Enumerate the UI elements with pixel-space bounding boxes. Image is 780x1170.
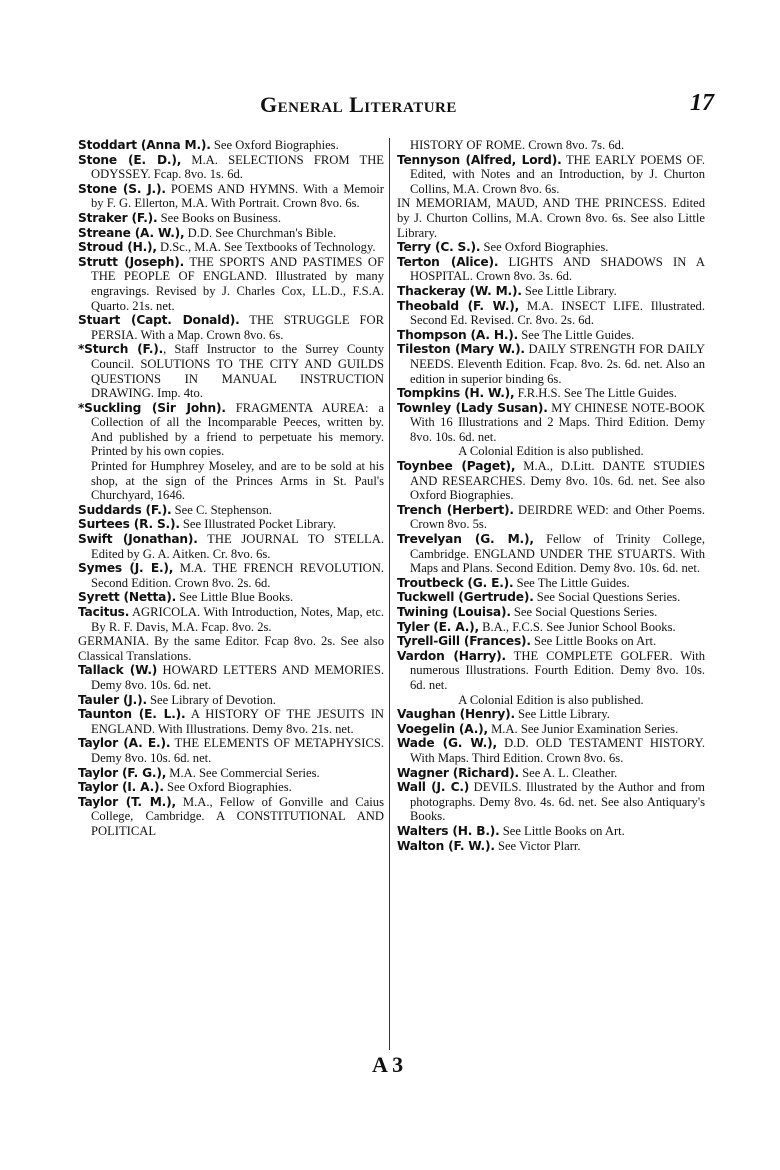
catalogue-entry xyxy=(78,401,384,459)
catalogue-entry xyxy=(397,634,705,649)
entry-text: See The Little Guides. xyxy=(513,575,630,590)
entry-text: M.A., D.Litt. DANTE STUDIES AND RESEARCHES. Demy 8vo. 10s. 6d. net. See also Oxford Biographies. xyxy=(410,459,705,503)
entry-text: See The Little Guides. xyxy=(518,327,635,342)
entry-text: See Social Questions Series. xyxy=(533,590,681,605)
entry-author: Stone (S. J.). xyxy=(78,181,166,196)
catalogue-entry xyxy=(78,255,384,313)
entry-text: , Staff Instructor to the Surrey County Council. SOLUTIONS TO THE CITY AND GUILDS QUESTIONS IN MANUAL INSTRUCTION DRAWING. Imp. 4to. xyxy=(91,342,384,401)
entry-author: Townley (Lady Susan). xyxy=(397,400,548,415)
catalogue-entry xyxy=(397,839,705,854)
entry-text: See Library of Devotion. xyxy=(146,692,276,707)
entry-text: M.A. See Junior Examination Series. xyxy=(487,721,679,736)
catalogue-entry xyxy=(397,401,705,445)
entry-text: B.A., F.C.S. See Junior School Books. xyxy=(478,619,676,634)
entry-author: Vaughan (Henry). xyxy=(397,707,515,722)
catalogue-entry xyxy=(78,517,384,532)
entry-author: Strutt (Joseph). xyxy=(78,254,185,269)
page-header xyxy=(78,92,714,122)
entry-author: Terry (C. S.). xyxy=(397,240,481,255)
entry-author: Taylor (A. E.). xyxy=(78,736,171,751)
catalogue-entry xyxy=(397,299,705,328)
entry-text: See A. L. Cleather. xyxy=(518,765,618,780)
catalogue-entry xyxy=(78,182,384,211)
catalogue-entry xyxy=(397,707,705,722)
catalogue-entry xyxy=(397,576,705,591)
entry-text: Printed for Humphrey Moseley, and are to be sold at his shop, at the sign of the Princes Arms in St. Paul's Churchyard, 1646. xyxy=(91,459,384,503)
catalogue-entry xyxy=(78,634,384,663)
entry-author: Toynbee (Paget), xyxy=(397,459,516,474)
entry-text: M.A. THE FRENCH REVOLUTION. Second Edition. Crown 8vo. 2s. 6d. xyxy=(91,561,384,590)
entry-text: See Social Questions Series. xyxy=(510,605,658,619)
catalogue-entry xyxy=(397,328,705,343)
entry-text: HOWARD LETTERS AND MEMORIES. Demy 8vo. 10s. 6d. net. xyxy=(91,663,385,692)
entry-author: Walton (F. W.). xyxy=(397,838,495,853)
entry-author: Stroud (H.), xyxy=(78,240,157,255)
entry-author: Symes (J. E.), xyxy=(78,561,174,576)
catalogue-entry xyxy=(78,226,384,241)
entry-author: Voegelin (A.), xyxy=(397,721,488,736)
entry-text: THE STRUGGLE FOR PERSIA. With a Map. Crown 8vo. 6s. xyxy=(91,313,384,342)
entry-text: THE ELEMENTS OF METAPHYSICS. Demy 8vo. 10s. 6d. net. xyxy=(91,736,384,765)
entry-author: Terton (Alice). xyxy=(397,254,499,269)
catalogue-entry xyxy=(78,503,384,518)
catalogue-entry xyxy=(397,620,705,635)
entry-author: Theobald (F. W.), xyxy=(397,298,520,313)
entry-text: POEMS AND HYMNS. With a Memoir by F. G. Ellerton, M.A. With Portrait. Crown 8vo. 6s. xyxy=(91,181,384,211)
catalogue-entry xyxy=(397,386,705,401)
catalogue-entry xyxy=(397,736,705,765)
catalogue-entry xyxy=(78,459,384,503)
entry-author: Tennyson (Alfred, Lord). xyxy=(397,152,562,167)
catalogue-entry xyxy=(397,342,705,386)
catalogue-entry xyxy=(78,766,384,781)
entry-author: Vardon (Harry). xyxy=(397,648,506,663)
entry-author: Taylor (I. A.). xyxy=(78,780,164,795)
entry-text: HISTORY OF ROME. Crown 8vo. 7s. 6d. xyxy=(410,138,625,152)
catalogue-entry xyxy=(78,795,384,839)
entry-text: Fellow of Trinity College, Cambridge. ENGLAND UNDER THE STUARTS. With Maps and Plans. Second Edition. Demy 8vo. 10s. 6d. net. xyxy=(410,532,706,576)
entry-author: Stone (E. D.), xyxy=(78,152,182,167)
entry-author: Wade (G. W.), xyxy=(397,736,497,751)
entry-author: Walters (H. B.). xyxy=(397,823,500,838)
entry-author: Thackeray (W. M.). xyxy=(397,283,522,298)
catalogue-entry xyxy=(397,138,705,153)
entry-author: Thompson (A. H.). xyxy=(397,327,519,342)
catalogue-entry xyxy=(397,590,705,605)
entry-author: Tyler (E. A.), xyxy=(397,619,479,634)
entry-text: See Little Books on Art. xyxy=(530,634,657,649)
entry-author: Wall (J. C.) xyxy=(397,780,470,795)
entry-text: DAILY STRENGTH FOR DAILY NEEDS. Eleventh Edition. Fcap. 8vo. 2s. 6d. net. Also an edition in superior binding 6s. xyxy=(410,342,706,386)
catalogue-entry xyxy=(78,313,384,342)
catalogue-entry xyxy=(78,590,384,605)
entry-author: Tauler (J.). xyxy=(78,692,147,707)
entry-text: D.D. See Churchman's Bible. xyxy=(184,225,337,240)
entry-text: DEVILS. Illustrated by the Author and from photographs. Demy 8vo. 4s. 6d. net. See also Antiquary's Books. xyxy=(410,780,705,824)
catalogue-entry xyxy=(397,255,705,284)
catalogue-entry xyxy=(78,707,384,736)
catalogue-entry xyxy=(78,211,384,226)
entry-text: See Victor Plarr. xyxy=(494,838,581,853)
entry-author: Streane (A. W.), xyxy=(78,225,185,240)
catalogue-entry xyxy=(78,663,384,692)
entry-author: Taunton (E. L.). xyxy=(78,707,186,722)
catalogue-entry xyxy=(78,342,384,400)
catalogue-entry xyxy=(78,736,384,765)
entry-text: AGRICOLA. With Introduction, Notes, Map, etc. By R. F. Davis, M.A. Fcap. 8vo. 2s. xyxy=(91,605,384,634)
printer-signature: A 3 xyxy=(372,1052,404,1077)
column-divider xyxy=(389,138,390,1050)
entry-author: Trevelyan (G. M.), xyxy=(397,532,534,547)
entry-author: Tacitus. xyxy=(78,605,130,619)
entry-text: FRAGMENTA AUREA: a Collection of all the Incomparable Peeces, written by. And published by a friend to perpetuate his memory. Printed by his own copies. xyxy=(91,400,384,459)
entry-author: Stoddart (Anna M.). xyxy=(78,138,211,152)
catalogue-entry xyxy=(78,138,384,153)
entry-author: Stuart (Capt. Donald). xyxy=(78,313,240,328)
entry-text: See Little Library. xyxy=(514,707,610,722)
entry-text: D.Sc., M.A. See Textbooks of Technology. xyxy=(156,240,376,255)
right-column xyxy=(397,138,705,853)
entry-author: Twining (Louisa). xyxy=(397,605,511,619)
entry-text: GERMANIA. By the same Editor. Fcap 8vo. 2s. See also Classical Translations. xyxy=(78,634,384,663)
entry-author: Troutbeck (G. E.). xyxy=(397,575,514,590)
entry-text: DEIRDRE WED: and Other Poems. Crown 8vo. 5s. xyxy=(410,502,705,532)
catalogue-entry xyxy=(78,605,384,634)
entry-author: Tileston (Mary W.). xyxy=(397,342,525,357)
catalogue-entry xyxy=(397,284,705,299)
entry-author: Trench (Herbert). xyxy=(397,502,514,517)
catalogue-entry xyxy=(78,153,384,182)
entry-author: Syrett (Netta). xyxy=(78,590,177,605)
catalogue-entry xyxy=(397,722,705,737)
entry-text: See Illustrated Pocket Library. xyxy=(179,517,336,532)
entry-author: Straker (F.). xyxy=(78,210,158,225)
entry-text: IN MEMORIAM, MAUD, AND THE PRINCESS. Edited by J. Churton Collins, M.A. Crown 8vo. 6s. See also Little Library. xyxy=(397,196,705,240)
entry-author: Wagner (Richard). xyxy=(397,765,519,780)
running-title: General Literature xyxy=(260,92,457,117)
entry-author: *Suckling (Sir John). xyxy=(78,400,226,415)
catalogue-entry xyxy=(397,766,705,781)
entry-text: See Oxford Biographies. xyxy=(210,138,339,152)
entry-author: Tuckwell (Gertrude). xyxy=(397,590,534,605)
entry-text: See Little Books on Art. xyxy=(499,823,625,838)
entry-text: See C. Stephenson. xyxy=(171,502,272,517)
entry-text: THE COMPLETE GOLFER. With numerous Illustrations. Fourth Edition. Demy 8vo. 10s. 6d. net. xyxy=(410,648,705,692)
entry-author: Swift (Jonathan). xyxy=(78,532,198,547)
entry-author: Tallack (W.) xyxy=(78,663,158,678)
catalogue-entry xyxy=(397,780,705,824)
catalogue-entry xyxy=(397,605,705,620)
catalogue-entry xyxy=(78,693,384,708)
catalogue-entry xyxy=(78,240,384,255)
catalogue-entry xyxy=(397,240,705,255)
entry-text: D.D. OLD TESTAMENT HISTORY. With Maps. Third Edition. Crown 8vo. 6s. xyxy=(410,736,706,765)
catalogue-entry xyxy=(397,444,705,459)
entry-text: F.R.H.S. See The Little Guides. xyxy=(514,386,677,401)
catalogue-entry xyxy=(397,503,705,532)
entry-text: THE EARLY POEMS OF. Edited, with Notes and an Introduction, by J. Churton Collins, M.A. Crown 8vo. 6s. xyxy=(410,152,705,196)
entry-author: Taylor (F. G.), xyxy=(78,765,167,780)
catalogue-entry xyxy=(397,649,705,693)
entry-text: See Little Library. xyxy=(521,283,617,298)
entry-text: A Colonial Edition is also published. xyxy=(458,444,644,459)
entry-text: See Little Blue Books. xyxy=(176,590,294,605)
catalogue-entry xyxy=(397,824,705,839)
page-number: 17 xyxy=(690,90,714,116)
entry-text: M.A., Fellow of Gonville and Caius College, Cambridge. A CONSTITUTIONAL AND POLITICAL xyxy=(91,794,384,838)
catalogue-entry xyxy=(397,153,705,197)
catalogue-entry xyxy=(397,459,705,503)
catalogue-entry xyxy=(397,196,705,240)
catalogue-entry xyxy=(78,780,384,795)
entry-text: See Books on Business. xyxy=(157,210,281,225)
entry-author: Taylor (T. M.), xyxy=(78,794,176,809)
entry-text: LIGHTS AND SHADOWS IN A HOSPITAL. Crown 8vo. 3s. 6d. xyxy=(410,254,705,284)
entry-text: MY CHINESE NOTE-BOOK With 16 Illustrations and 2 Maps. Third Edition. Demy 8vo. 10s. 6d. net. xyxy=(410,400,705,444)
left-column xyxy=(78,138,384,839)
entry-text: M.A. SELECTIONS FROM THE ODYSSEY. Fcap. 8vo. 1s. 6d. xyxy=(91,152,384,182)
entry-text: See Oxford Biographies. xyxy=(480,240,609,255)
entry-text: A HISTORY OF THE JESUITS IN ENGLAND. With Illustrations. Demy 8vo. 21s. net. xyxy=(91,707,384,736)
entry-author: Tyrell-Gill (Frances). xyxy=(397,634,531,649)
catalogue-entry xyxy=(397,693,705,708)
entry-author: Tompkins (H. W.), xyxy=(397,386,515,401)
entry-text: M.A. See Commercial Series. xyxy=(166,765,320,780)
entry-author: *Sturch (F.). xyxy=(78,342,164,357)
entry-author: Surtees (R. S.). xyxy=(78,517,180,532)
entry-text: A Colonial Edition is also published. xyxy=(458,692,644,707)
entry-text: THE JOURNAL TO STELLA. Edited by G. A. Aitken. Cr. 8vo. 6s. xyxy=(91,532,384,561)
entry-author: Suddards (F.). xyxy=(78,502,172,517)
entry-text: THE SPORTS AND PASTIMES OF THE PEOPLE OF ENGLAND. Illustrated by many engravings. Revised by J. Charles Cox, LL.D., F.S.A. Quarto. 21s. net. xyxy=(91,254,384,313)
catalogue-entry xyxy=(78,561,384,590)
entry-text: M.A. INSECT LIFE. Illustrated. Second Ed. Revised. Cr. 8vo. 2s. 6d. xyxy=(410,298,705,328)
catalogue-entry xyxy=(397,532,705,576)
entry-text: See Oxford Biographies. xyxy=(163,780,292,795)
catalogue-entry xyxy=(78,532,384,561)
